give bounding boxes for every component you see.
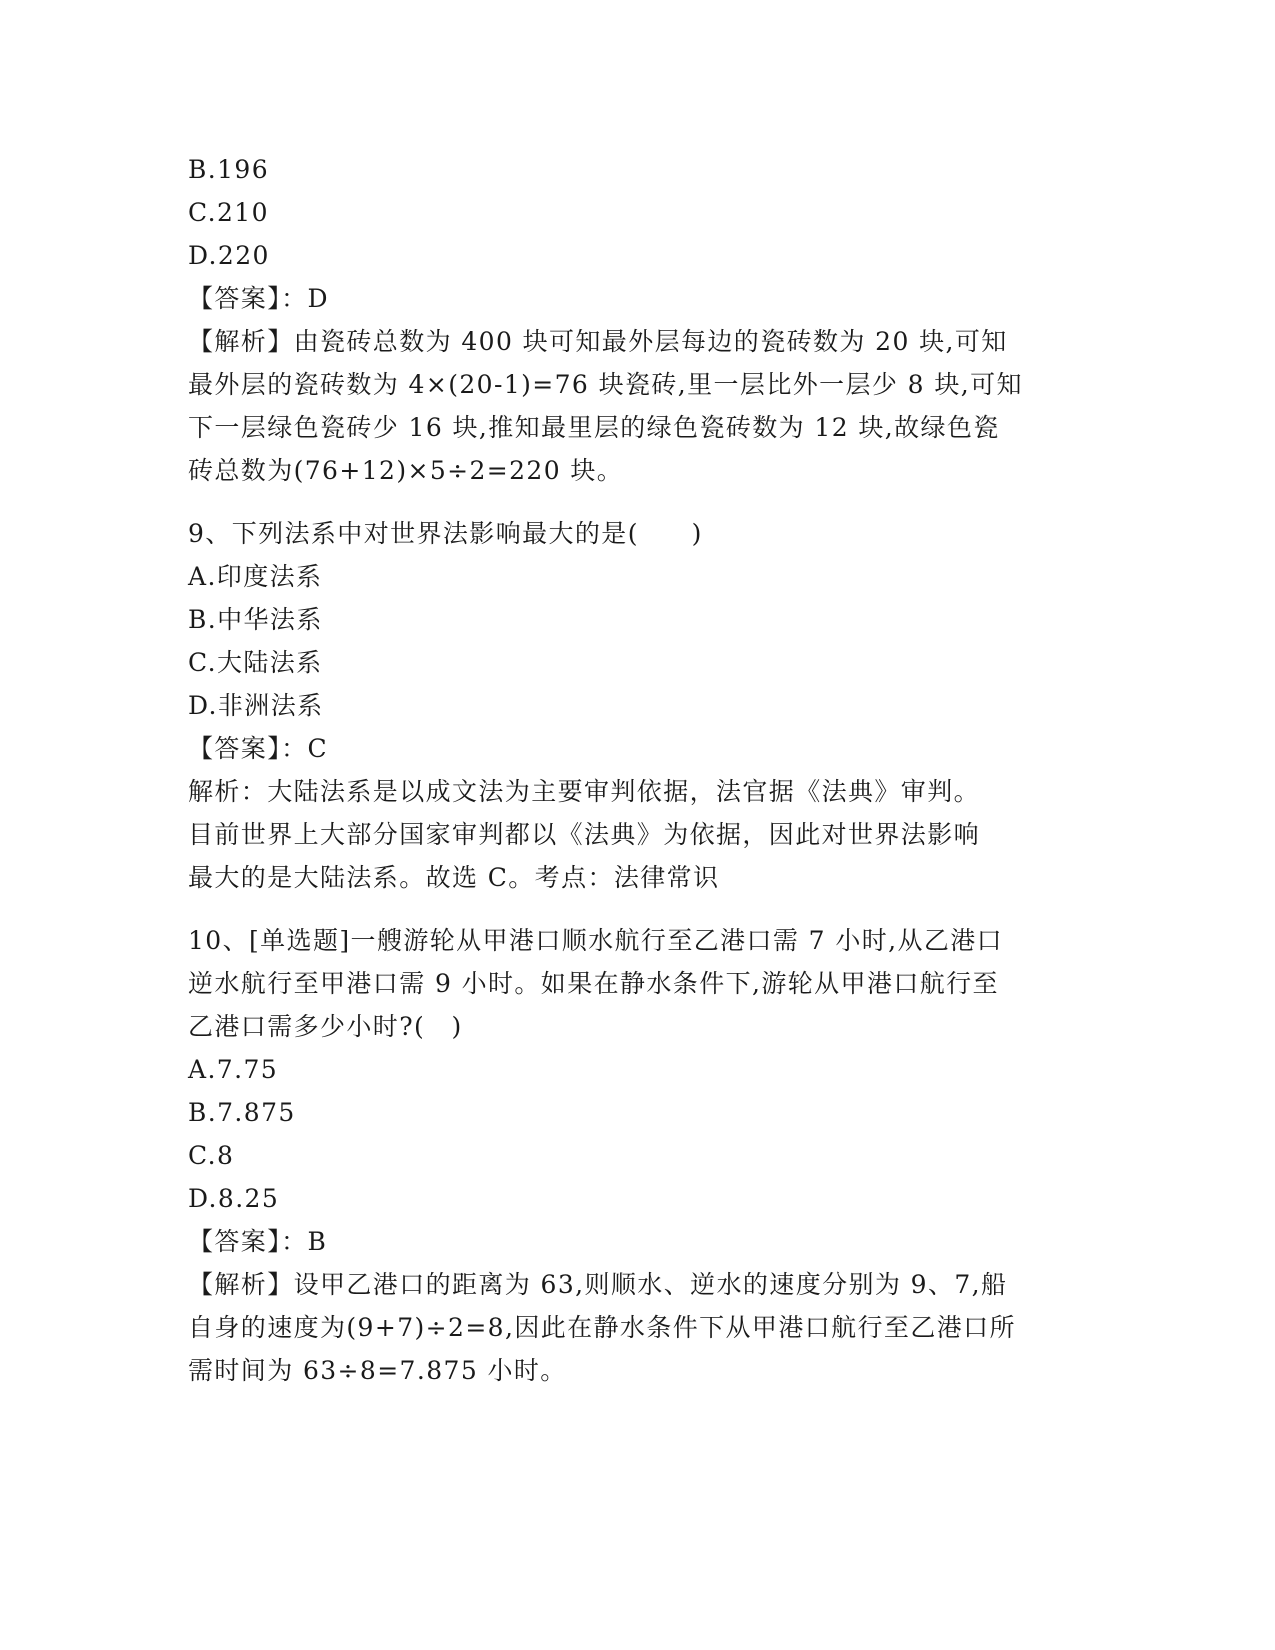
option-c: C.210 [188,198,269,227]
question-stem: 10、[单选题]一艘游轮从甲港口顺水航行至乙港口需 7 小时,从乙港口 [188,926,1004,955]
option-d: D.非洲法系 [188,691,324,720]
option-b: B.中华法系 [188,605,323,634]
option-c: C.大陆法系 [188,648,323,677]
option-c: C.8 [188,1141,235,1170]
option-d: D.220 [188,241,270,270]
question-stem: 乙港口需多少小时?( ) [188,1012,463,1041]
analysis-line: 下一层绿色瓷砖少 16 块,推知最里层的绿色瓷砖数为 12 块,故绿色瓷 [188,413,1000,442]
question-10-block [188,919,1078,1392]
analysis-line: 最外层的瓷砖数为 4×(20-1)=76 块瓷砖,里一层比外一层少 8 块,可知 [188,370,1023,399]
question-9-block [188,512,1078,899]
option-d: D.8.25 [188,1184,280,1213]
analysis-line: 需时间为 63÷8=7.875 小时。 [188,1356,567,1385]
option-b: B.7.875 [188,1098,296,1127]
analysis-line: 砖总数为(76+12)×5÷2=220 块。 [188,456,624,485]
analysis-line: 【解析】设甲乙港口的距离为 63,则顺水、逆水的速度分别为 9、7,船 [188,1270,1008,1299]
option-a: A.7.75 [188,1055,279,1084]
option-b: B.196 [188,155,270,184]
question-stem: 逆水航行至甲港口需 9 小时。如果在静水条件下,游轮从甲港口航行至 [188,969,999,998]
answer-label: 【答案】：B [188,1227,328,1256]
analysis-line: 解析：大陆法系是以成文法为主要审判依据，法官据《法典》审判。 [188,777,981,806]
analysis-line: 自身的速度为(9+7)÷2=8,因此在静水条件下从甲港口航行至乙港口所 [188,1313,1016,1342]
answer-label: 【答案】：C [188,734,329,763]
question-stem: 9、下列法系中对世界法影响最大的是( ) [188,519,703,548]
analysis-line: 最大的是大陆法系。故选 C。考点：法律常识 [188,863,720,892]
answer-label: 【答案】：D [188,284,329,313]
analysis-line: 【解析】由瓷砖总数为 400 块可知最外层每边的瓷砖数为 20 块,可知 [188,327,1008,356]
prev-question-block [188,148,1078,492]
option-a: A.印度法系 [188,562,323,591]
document-content [188,148,1078,1392]
analysis-line: 目前世界上大部分国家审判都以《法典》为依据，因此对世界法影响 [188,820,981,849]
